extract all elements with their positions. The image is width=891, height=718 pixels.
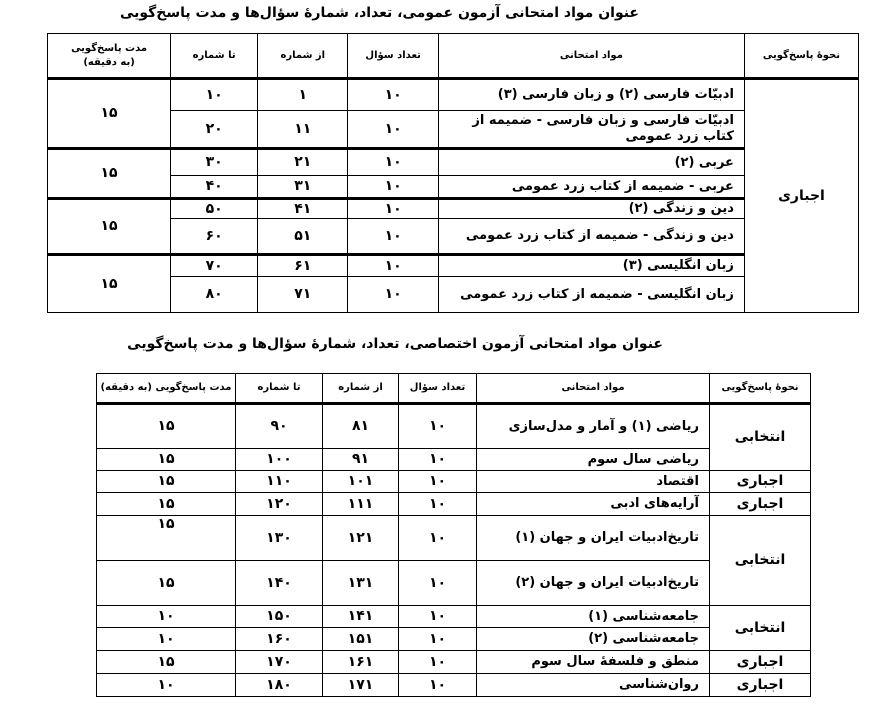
count-cell: ۱۰ — [399, 404, 477, 449]
count-cell: ۱۰ — [399, 561, 477, 606]
header-question-count: تعداد سؤال — [399, 374, 477, 404]
table-header-row — [97, 374, 811, 404]
duration-cell: ۱۵ — [48, 79, 171, 149]
count-cell: ۱۰ — [348, 176, 438, 199]
to-cell: ۹۰ — [236, 404, 323, 449]
to-cell: ۲۰ — [171, 111, 258, 149]
from-cell: ۱۱۱ — [323, 493, 399, 516]
count-cell: ۱۰ — [399, 606, 477, 628]
duration-cell: ۱۵ — [97, 471, 236, 493]
from-cell: ۳۱ — [258, 176, 348, 199]
duration-cell: ۱۵ — [97, 404, 236, 449]
duration-cell: ۱۰ — [97, 674, 236, 697]
header-subject: مواد امتحانی — [477, 374, 710, 404]
from-cell: ۸۱ — [323, 404, 399, 449]
response-type-cell: انتخابی — [710, 404, 811, 471]
header-response-type: نحوهٔ پاسخ‌گویی — [744, 34, 858, 79]
subject-cell: تاریخ‌ادبیات ایران و جهان (۲) — [477, 561, 710, 606]
duration-cell: ۱۰ — [97, 628, 236, 651]
to-cell: ۱۰ — [171, 79, 258, 111]
count-cell: ۱۰ — [348, 199, 438, 219]
duration-cell: ۱۵ — [97, 493, 236, 516]
subject-cell: ادبیّات فارسی (۲) و زبان فارسی (۳) — [438, 79, 744, 111]
response-type-cell: اجباری — [744, 79, 858, 313]
to-cell: ۷۰ — [171, 255, 258, 277]
response-type-cell: اجباری — [710, 471, 811, 493]
response-type-cell: اجباری — [710, 493, 811, 516]
subject-cell: زبان انگلیسی (۳) — [438, 255, 744, 277]
table-row — [97, 674, 811, 697]
header-duration: مدت پاسخ‌گویی (به دقیقه) — [97, 374, 236, 404]
count-cell: ۱۰ — [348, 255, 438, 277]
to-cell: ۴۰ — [171, 176, 258, 199]
duration-cell: ۱۵ — [48, 255, 171, 313]
table-row — [97, 628, 811, 651]
duration-cell: ۱۵ — [97, 561, 236, 606]
subject-cell: زبان انگلیسی - ضمیمه از کتاب زرد عمومی — [438, 277, 744, 313]
to-cell: ۱۶۰ — [236, 628, 323, 651]
subject-cell: عربی (۲) — [438, 149, 744, 176]
from-cell: ۱۳۱ — [323, 561, 399, 606]
table-row — [97, 561, 811, 606]
subject-cell: ریاضی (۱) و آمار و مدل‌سازی — [477, 404, 710, 449]
count-cell: ۱۰ — [348, 219, 438, 255]
subject-cell: اقتصاد — [477, 471, 710, 493]
count-cell: ۱۰ — [399, 471, 477, 493]
header-question-count: تعداد سؤال — [348, 34, 438, 79]
count-cell: ۱۰ — [399, 449, 477, 471]
table-row — [97, 471, 811, 493]
to-cell: ۱۲۰ — [236, 493, 323, 516]
response-type-cell: اجباری — [710, 651, 811, 674]
from-cell: ۱۱ — [258, 111, 348, 149]
from-cell: ۱۴۱ — [323, 606, 399, 628]
header-from-number: از شماره — [258, 34, 348, 79]
from-cell: ۶۱ — [258, 255, 348, 277]
count-cell: ۱۰ — [348, 149, 438, 176]
subject-cell: دین و زندگی (۲) — [438, 199, 744, 219]
subject-cell: عربی - ضمیمه از کتاب زرد عمومی — [438, 176, 744, 199]
subject-cell: ریاضی سال سوم — [477, 449, 710, 471]
count-cell: ۱۰ — [348, 111, 438, 149]
table-row — [97, 606, 811, 628]
from-cell: ۱۵۱ — [323, 628, 399, 651]
table-row — [48, 199, 859, 219]
response-type-cell: اجباری — [710, 674, 811, 697]
to-cell: ۱۳۰ — [236, 516, 323, 561]
to-cell: ۶۰ — [171, 219, 258, 255]
to-cell: ۱۷۰ — [236, 651, 323, 674]
table-row — [48, 255, 859, 277]
subject-cell: روان‌شناسی — [477, 674, 710, 697]
general-exam-table — [47, 33, 859, 313]
table-row — [97, 651, 811, 674]
to-cell: ۳۰ — [171, 149, 258, 176]
count-cell: ۱۰ — [399, 674, 477, 697]
table-row — [48, 149, 859, 176]
from-cell: ۱۷۱ — [323, 674, 399, 697]
count-cell: ۱۰ — [399, 651, 477, 674]
response-type-cell: انتخابی — [710, 606, 811, 651]
subject-cell: ادبیّات فارسی و زبان فارسی - ضمیمه از کتاب زرد عمومی — [438, 111, 744, 149]
table-row — [97, 493, 811, 516]
duration-cell: ۱۵ — [97, 651, 236, 674]
response-type-cell: انتخابی — [710, 516, 811, 606]
from-cell: ۵۱ — [258, 219, 348, 255]
header-from-number: از شماره — [323, 374, 399, 404]
from-cell: ۲۱ — [258, 149, 348, 176]
duration-cell: ۱۵ — [97, 516, 236, 561]
header-subject: مواد امتحانی — [438, 34, 744, 79]
to-cell: ۱۱۰ — [236, 471, 323, 493]
table-header-row — [48, 34, 859, 79]
table-row — [97, 404, 811, 449]
header-duration — [48, 34, 171, 79]
header-duration-line1: مدت پاسخ‌گویی — [71, 42, 148, 54]
from-cell: ۹۱ — [323, 449, 399, 471]
count-cell: ۱۰ — [399, 628, 477, 651]
duration-cell: ۱۰ — [97, 606, 236, 628]
count-cell: ۱۰ — [348, 277, 438, 313]
duration-cell: ۱۵ — [48, 199, 171, 255]
subject-cell: منطق و فلسفهٔ سال سوم — [477, 651, 710, 674]
header-response-type: نحوهٔ پاسخ‌گویی — [710, 374, 811, 404]
subject-cell: جامعه‌شناسی (۲) — [477, 628, 710, 651]
to-cell: ۱۵۰ — [236, 606, 323, 628]
specialized-exam-title: عنوان مواد امتحانی آزمون اختصاصی، تعداد، شمارهٔ سؤال‌ها و مدت پاسخ‌گویی — [127, 336, 663, 352]
to-cell: ۱۸۰ — [236, 674, 323, 697]
from-cell: ۱۶۱ — [323, 651, 399, 674]
from-cell: ۱۰۱ — [323, 471, 399, 493]
to-cell: ۵۰ — [171, 199, 258, 219]
from-cell: ۴۱ — [258, 199, 348, 219]
count-cell: ۱۰ — [399, 493, 477, 516]
from-cell: ۱ — [258, 79, 348, 111]
header-to-number: تا شماره — [236, 374, 323, 404]
duration-cell: ۱۵ — [48, 149, 171, 199]
subject-cell: تاریخ‌ادبیات ایران و جهان (۱) — [477, 516, 710, 561]
duration-cell: ۱۵ — [97, 449, 236, 471]
subject-cell: جامعه‌شناسی (۱) — [477, 606, 710, 628]
subject-cell: آرایه‌های ادبی — [477, 493, 710, 516]
specialized-exam-table — [96, 373, 811, 697]
subject-cell: دین و زندگی - ضمیمه از کتاب زرد عمومی — [438, 219, 744, 255]
count-cell: ۱۰ — [348, 79, 438, 111]
header-to-number: تا شماره — [171, 34, 258, 79]
general-exam-title: عنوان مواد امتحانی آزمون عمومی، تعداد، شمارهٔ سؤال‌ها و مدت پاسخ‌گویی — [119, 5, 639, 21]
count-cell: ۱۰ — [399, 516, 477, 561]
table-row — [97, 516, 811, 561]
to-cell: ۸۰ — [171, 277, 258, 313]
header-duration-line2: (به دقیقه) — [83, 56, 135, 68]
to-cell: ۱۰۰ — [236, 449, 323, 471]
from-cell: ۷۱ — [258, 277, 348, 313]
table-row — [48, 79, 859, 111]
table-row — [97, 449, 811, 471]
to-cell: ۱۴۰ — [236, 561, 323, 606]
from-cell: ۱۲۱ — [323, 516, 399, 561]
